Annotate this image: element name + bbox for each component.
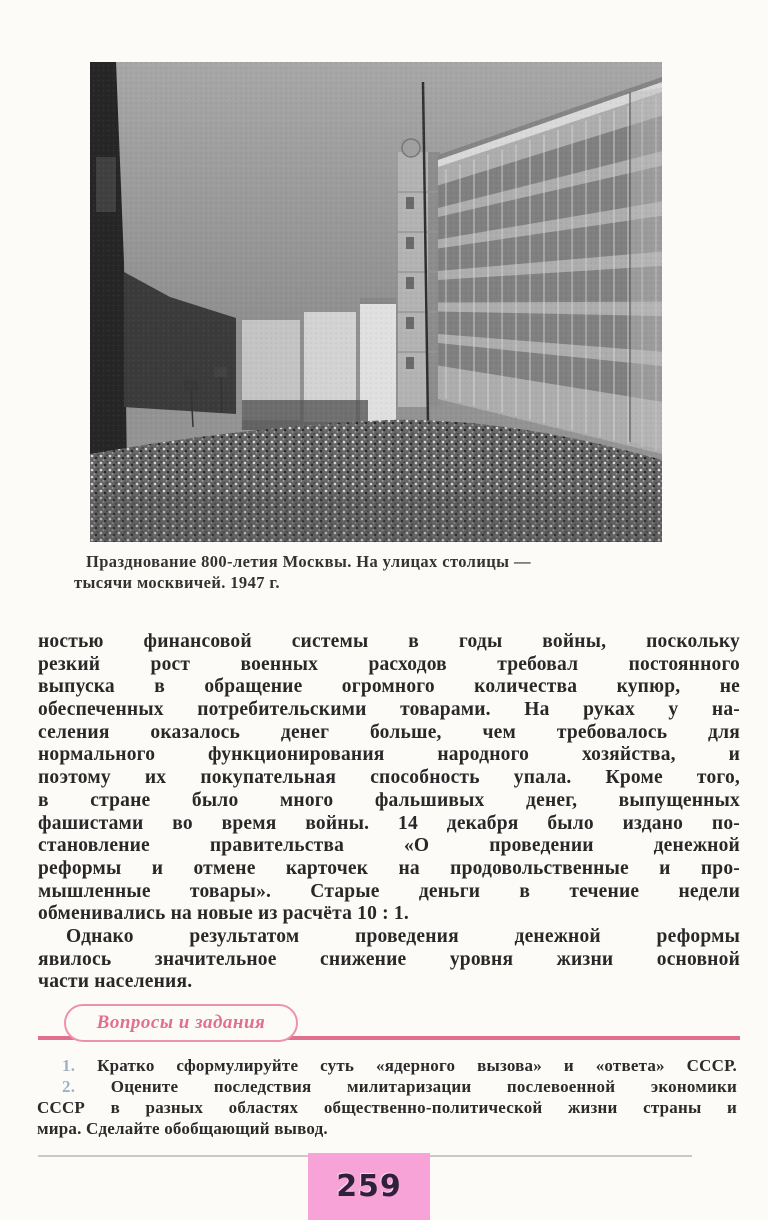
text-line: выпуска в обращение огромного количества купюр, не xyxy=(38,676,740,698)
questions-list xyxy=(37,1055,737,1139)
text-line: части населения. xyxy=(38,971,193,993)
text-line: селения оказалось денег больше, чем требовалось для xyxy=(38,721,740,743)
text-line: поэтому их покупательная способность упала. Кроме того, xyxy=(38,767,740,789)
question-text: мира. Сделайте обобщающий вывод. xyxy=(37,1119,328,1138)
photo-illustration xyxy=(90,62,662,542)
text-line: реформы и отмене карточек на продовольственные и про- xyxy=(38,857,740,879)
question-number: 2. xyxy=(62,1077,76,1096)
text-line: становление правительства «О проведении денежной xyxy=(38,835,740,857)
text-line: резкий рост военных расходов требовал постоянного xyxy=(38,653,740,675)
text-line: ностью финансовой системы в годы войны, поскольку xyxy=(38,631,740,652)
caption-line: тысячи москвичей. 1947 г. xyxy=(74,573,280,592)
text-line: мышленные товары». Старые деньги в течение недели xyxy=(38,880,740,902)
text-line: явилось значительное снижение уровня жизни основной xyxy=(38,948,740,970)
question-line xyxy=(37,1118,737,1139)
text-line: обеспеченных потребительскими товарами. На руках у на- xyxy=(38,699,740,721)
photo-caption xyxy=(74,551,674,593)
question-line xyxy=(37,1076,737,1097)
question-number: 1. xyxy=(62,1056,76,1075)
text-line: нормального функционирования народного хозяйства, и xyxy=(38,744,740,766)
questions-header-label: Вопросы и задания xyxy=(96,1012,266,1033)
body-text xyxy=(38,631,740,994)
question-text: Кратко сформулируйте суть «ядерного вызова» и «ответа» СССР. xyxy=(97,1056,737,1075)
text-line: обменивались на новые из расчёта 10 : 1. xyxy=(38,903,409,925)
question-line xyxy=(37,1055,737,1076)
caption-line: Празднование 800-летия Москвы. На улицах столицы — xyxy=(86,552,531,571)
questions-header-badge xyxy=(64,1004,298,1042)
page-number-box xyxy=(308,1153,430,1220)
question-text: СССР в разных областях общественно-политической жизни страны и xyxy=(37,1098,737,1117)
question-text: Оцените последствия милитаризации послевоенной экономики xyxy=(110,1077,737,1096)
text-line: фашистами во время войны. 14 декабря было издано по- xyxy=(38,812,740,834)
text-line: Однако результатом проведения денежной реформы xyxy=(66,925,740,947)
question-line xyxy=(37,1097,737,1118)
text-line: в стране было много фальшивых денег, выпущенных xyxy=(38,789,740,811)
photo-moscow-800-anniversary xyxy=(90,62,662,542)
page-number: 259 xyxy=(336,1169,402,1204)
